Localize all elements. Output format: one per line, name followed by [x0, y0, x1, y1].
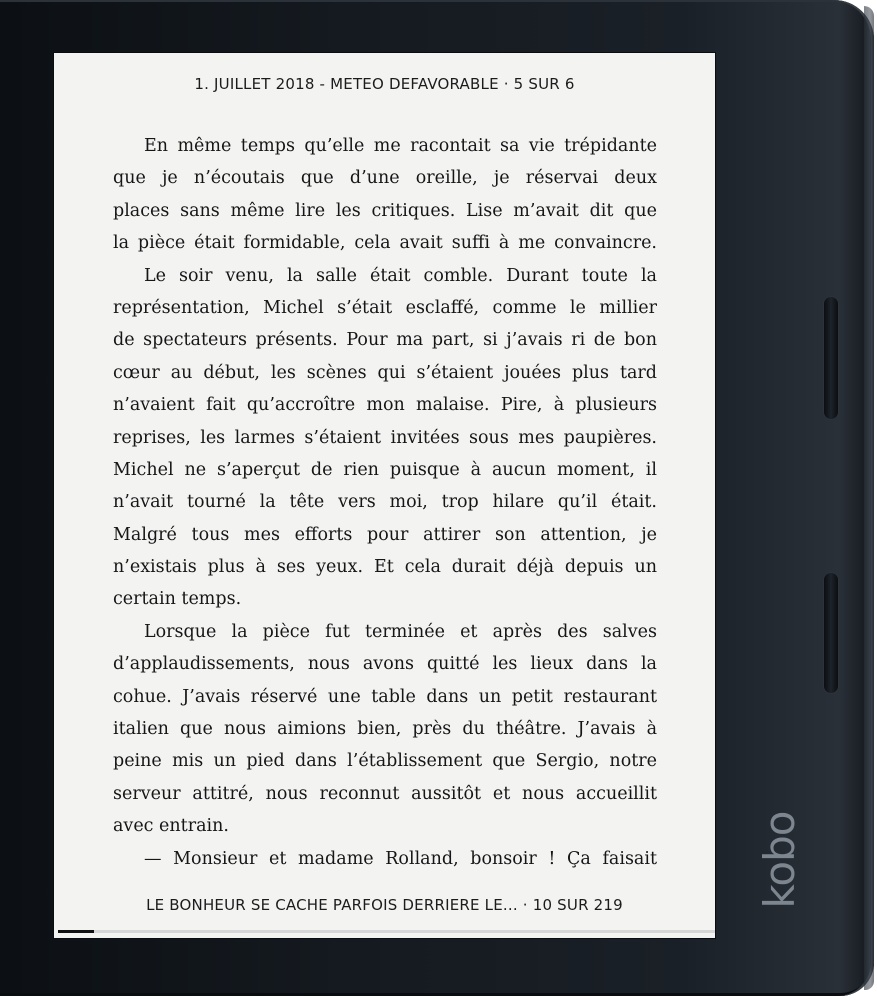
book-footer: LE BONHEUR SE CACHE PARFOIS DERRIERE LE... · 10 SUR 219 — [146, 896, 623, 914]
text-line: places sans même lire les critiques. Lise m’avait dit que — [113, 200, 657, 221]
text-line: n’avaient fait qu’accroître mon malaise. Pire, à plusieurs — [113, 395, 657, 416]
text-line: Malgré tous mes efforts pour attirer son attention, je — [113, 524, 657, 545]
text-line: reprises, les larmes s’étaient invitées sous mes paupières. — [113, 427, 657, 448]
text-line: cohue. J’avais réservé une table dans un petit restaurant — [113, 686, 657, 707]
page-up-button[interactable] — [824, 297, 838, 419]
text-line: que je n’écoutais que d’une oreille, je réservai deux — [113, 168, 657, 189]
text-line: Michel ne s’aperçut de rien puisque à aucun moment, il — [113, 459, 657, 480]
chapter-header: 1. JUILLET 2018 - METEO DEFAVORABLE · 5 SUR 6 — [194, 75, 575, 93]
page-text[interactable] — [113, 130, 657, 875]
device-edge — [864, 6, 874, 990]
page-down-button[interactable] — [824, 573, 838, 693]
text-line: certain temps. — [113, 589, 242, 610]
text-line: n’avait tourné la tête vers moi, trop hilare qu’il était. — [113, 492, 657, 513]
text-line: — Monsieur et madame Rolland, bonsoir ! Ça faisait — [144, 848, 657, 869]
text-line: En même temps qu’elle me racontait sa vie trépidante — [144, 136, 657, 156]
text-line: peine mis un pied dans l’établissement que Sergio, notre — [113, 751, 657, 772]
reading-progress-bar — [58, 930, 715, 933]
text-line: de spectateurs présents. Pour ma part, si j’avais ri de bon — [113, 330, 657, 351]
eink-screen[interactable] — [54, 53, 715, 938]
text-line: Le soir venu, la salle était comble. Durant toute la — [144, 265, 657, 286]
text-line: italien que nous aimions bien, près du théâtre. J’avais à — [113, 719, 657, 740]
text-line: d’applaudissements, nous avons quitté les lieux dans la — [113, 654, 657, 675]
text-line: avec entrain. — [113, 816, 229, 837]
text-line: cœur au début, les scènes qui s’étaient jouées plus tard — [113, 362, 657, 383]
text-line: la pièce était formidable, cela avait suffi à me convaincre. — [113, 233, 657, 254]
text-line: serveur attitré, nous reconnut aussitôt et nous accueillit — [113, 783, 657, 804]
text-line: représentation, Michel s’était esclaffé, comme le millier — [113, 297, 657, 318]
reading-progress-fill — [58, 930, 94, 933]
text-line: n’existais plus à ses yeux. Et cela durait déjà depuis un — [113, 557, 657, 578]
kobo-logo: kobo — [755, 811, 804, 909]
text-line: Lorsque la pièce fut terminée et après des salves — [144, 621, 657, 642]
